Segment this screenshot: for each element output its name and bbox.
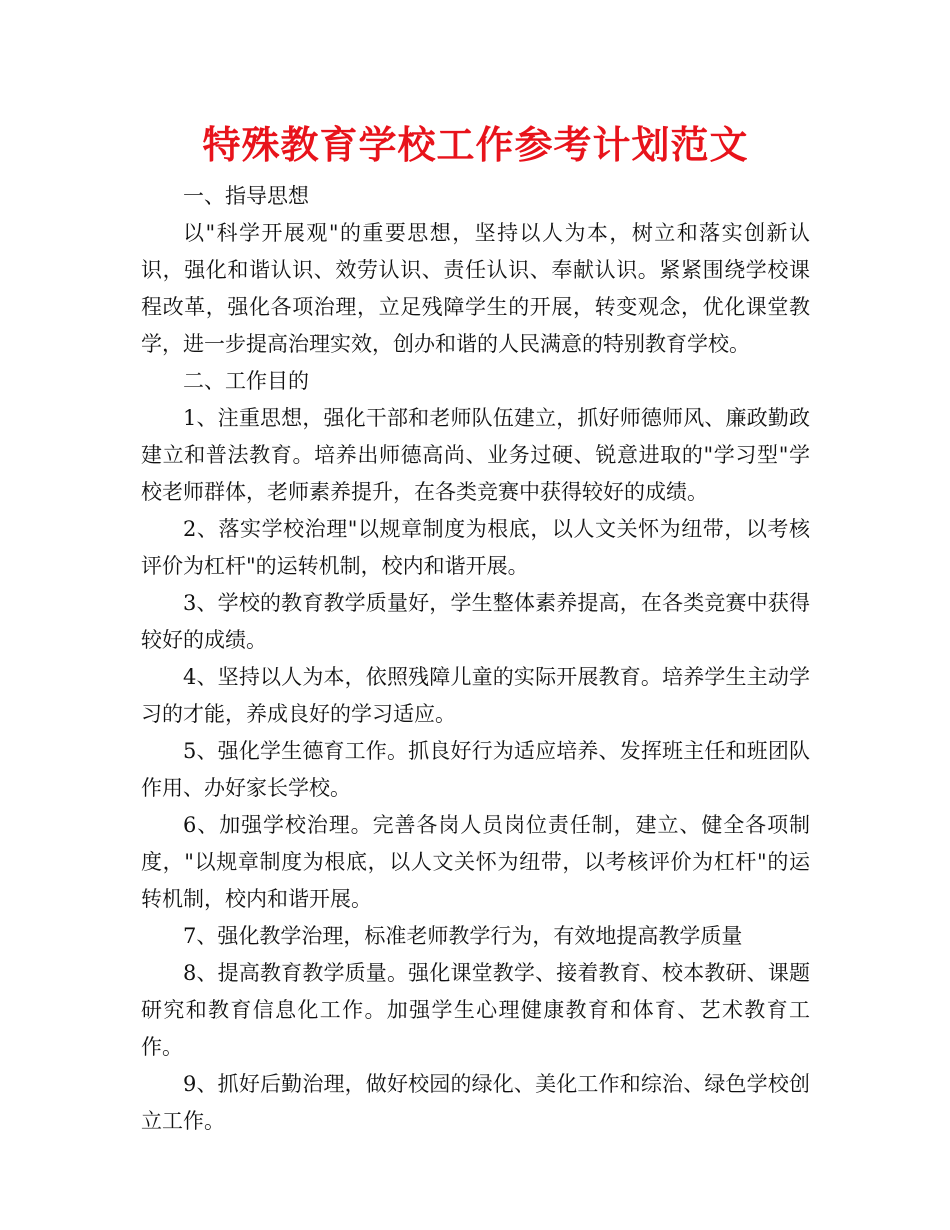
document-body bbox=[141, 178, 810, 1140]
goal-item-2: 2、落实学校治理"以规章制度为根底，以人文关怀为纽带，以考核评价为杠杆"的运转机制，校内和谐开展。 bbox=[141, 517, 810, 578]
heading-guiding-ideology: 一、指导思想 bbox=[183, 184, 309, 208]
goal-item-3: 3、学校的教育教学质量好，学生整体素养提高，在各类竞赛中获得较好的成绩。 bbox=[141, 591, 810, 652]
paragraph-guiding-ideology: 以"科学开展观"的重要思想，坚持以人为本，树立和落实创新认识，强化和谐认识、效劳认识、责任认识、奉献认识。紧紧围绕学校课程改革，强化各项治理，立足残障学生的开展，转变观念，优化课堂教学，进一步提高治理实效，创办和谐的人民满意的特别教育学校。 bbox=[141, 221, 810, 356]
goal-item-9: 9、抓好后勤治理，做好校园的绿化、美化工作和综治、绿色学校创立工作。 bbox=[141, 1072, 810, 1133]
goal-item-7: 7、强化教学治理，标准老师教学行为，有效地提高教学质量 bbox=[183, 924, 743, 948]
goal-item-4: 4、坚持以人为本，依照残障儿童的实际开展教育。培养学生主动学习的才能，养成良好的学习适应。 bbox=[141, 665, 810, 726]
goal-item-5: 5、强化学生德育工作。抓良好行为适应培养、发挥班主任和班团队作用、办好家长学校。 bbox=[141, 739, 810, 800]
goal-item-1: 1、注重思想，强化干部和老师队伍建立，抓好师德师风、廉政勤政建立和普法教育。培养出师德高尚、业务过硬、锐意进取的"学习型"学校老师群体，老师素养提升，在各类竞赛中获得较好的成绩。 bbox=[141, 406, 810, 504]
heading-work-goals: 二、工作目的 bbox=[183, 369, 309, 393]
goal-item-6: 6、加强学校治理。完善各岗人员岗位责任制，建立、健全各项制度，"以规章制度为根底，以人文关怀为纽带，以考核评价为杠杆"的运转机制，校内和谐开展。 bbox=[141, 813, 810, 911]
document-title: 特殊教育学校工作参考计划范文 bbox=[202, 123, 749, 167]
goal-item-8: 8、提高教育教学质量。强化课堂教学、接着教育、校本教研、课题研究和教育信息化工作。加强学生心理健康教育和体育、艺术教育工作。 bbox=[141, 961, 810, 1059]
